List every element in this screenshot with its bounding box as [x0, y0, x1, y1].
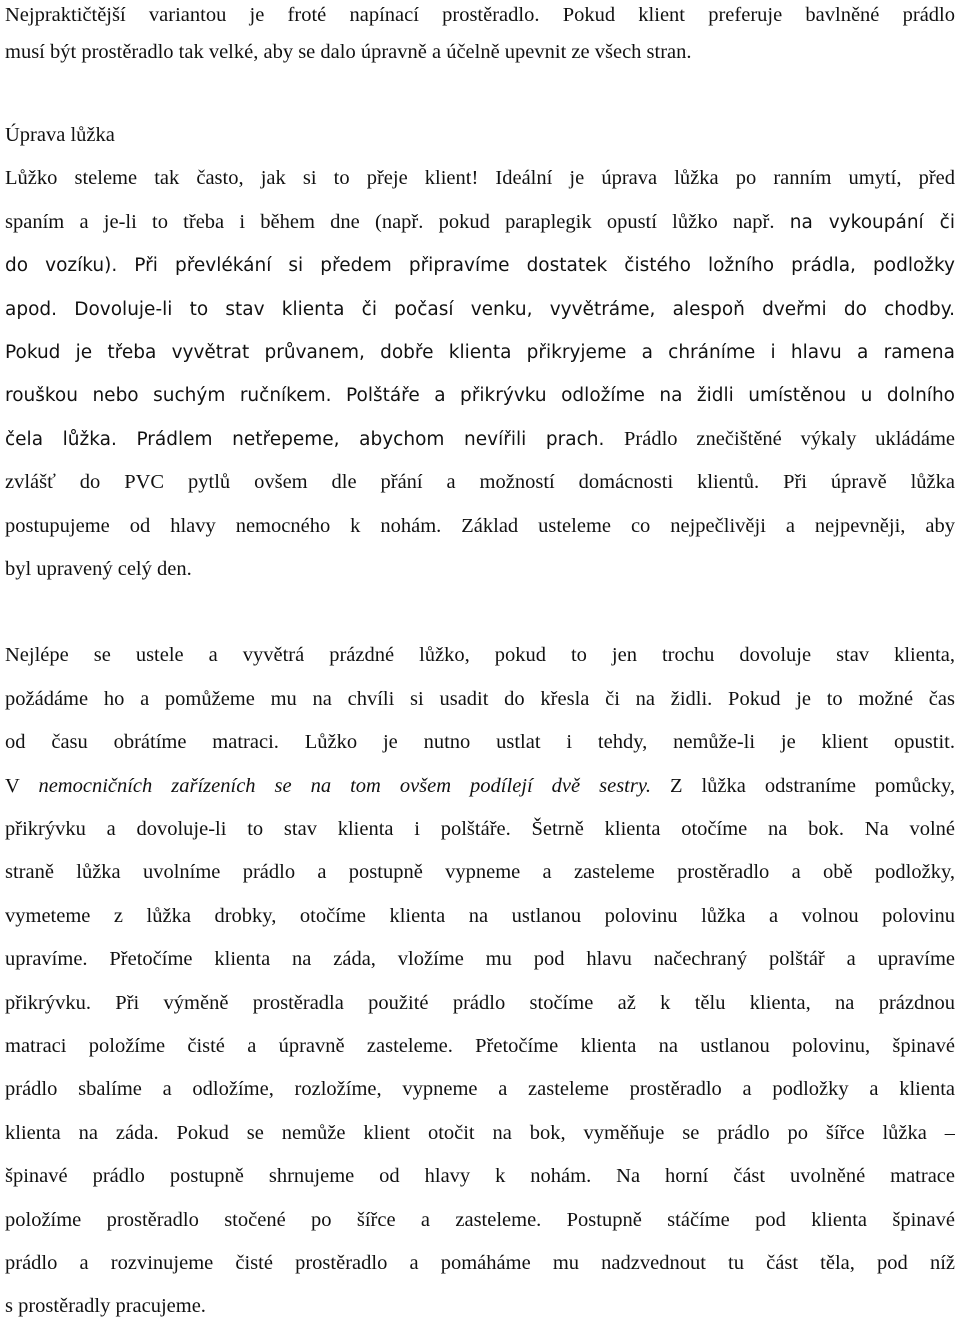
- paragraph-1-line: [5, 37, 955, 67]
- text-segment: Lůžko steleme tak často, jak si to přeje klient! Ideální je úprava lůžka po ranním umytí, před: [5, 167, 955, 189]
- section-heading: [5, 120, 955, 150]
- paragraph-3-line: [5, 1205, 955, 1235]
- paragraph-3-line: [5, 1118, 955, 1148]
- paragraph-2-line: [5, 337, 955, 367]
- text-segment: položíme prostěradlo stočené po šířce a zasteleme. Postupně stáčíme pod klienta špinavé: [5, 1209, 955, 1231]
- paragraph-2-line: [5, 250, 955, 280]
- text-segment: Úprava lůžka: [5, 124, 115, 146]
- paragraph-3-line: [5, 684, 955, 714]
- paragraph-3-line: [5, 857, 955, 887]
- text-segment: V: [5, 775, 39, 797]
- text-segment: spaním a je-li to třeba i během dne (např. pokud paraplegik opustí lůžko např.: [5, 211, 790, 233]
- text-segment: straně lůžka uvolníme prádlo a postupně vypneme a zasteleme prostěradlo a obě podložky,: [5, 861, 955, 883]
- paragraph-3-line: [5, 988, 955, 1018]
- text-segment: do vozíku). Při převlékání si předem připravíme dostatek čistého ložního prádla, podložky: [5, 255, 955, 276]
- text-segment: klienta na záda. Pokud se nemůže klient otočit na bok, vyměňuje se prádlo po šířce lůžka –: [5, 1122, 955, 1144]
- text-segment: přikrývku. Při výměně prostěradla použité prádlo stočíme až k tělu klienta, na prázdnou: [5, 992, 955, 1014]
- text-segment: požádáme ho a pomůžeme mu na chvíli si usadit do křesla či na židli. Pokud je to možné čas: [5, 688, 955, 710]
- paragraph-3-line: [5, 1074, 955, 1104]
- text-segment: byl upravený celý den.: [5, 558, 192, 580]
- text-segment: od času obrátíme matraci. Lůžko je nutno ustlat i tehdy, nemůže-li je klient opustit.: [5, 731, 955, 753]
- text-segment: na vykoupání či: [789, 212, 955, 233]
- paragraph-2-line: [5, 294, 955, 324]
- paragraph-2-line: [5, 207, 955, 237]
- text-segment: přikrývku a dovoluje-li to stav klienta i polštáře. Šetrně klienta otočíme na bok. Na volné: [5, 818, 955, 840]
- text-segment: postupujeme od hlavy nemocného k nohám. Základ usteleme co nejpečlivěji a nejpevněji, aby: [5, 515, 955, 537]
- text-segment: musí být prostěradlo tak velké, aby se dalo úpravně a účelně upevnit ze všech stran.: [5, 41, 692, 63]
- text-segment: Prádlo znečištěné výkaly ukládáme: [624, 428, 955, 450]
- paragraph-3-line: [5, 944, 955, 974]
- paragraph-3-line: [5, 814, 955, 844]
- text-segment: Z lůžka odstraníme pomůcky,: [650, 775, 955, 797]
- text-segment: prádlo sbalíme a odložíme, rozložíme, vypneme a zasteleme prostěradlo a podložky a klienta: [5, 1078, 955, 1100]
- paragraph-3-line: [5, 771, 955, 801]
- text-segment: vymeteme z lůžka drobky, otočíme klienta na ustlanou polovinu lůžka a volnou polovinu: [5, 905, 955, 927]
- text-segment: špinavé prádlo postupně shrnujeme od hlavy k nohám. Na horní část uvolněné matrace: [5, 1165, 955, 1187]
- text-segment: čela lůžka. Prádlem netřepeme, abychom nevířili prach.: [5, 429, 624, 450]
- paragraph-3-line: [5, 901, 955, 931]
- text-segment: Nejlépe se ustele a vyvětrá prázdné lůžko, pokud to jen trochu dovoluje stav klienta,: [5, 644, 955, 666]
- italic-text: nemocničních zařízeních se na tom ovšem podílejí dvě sestry.: [38, 775, 651, 797]
- paragraph-2-line: [5, 380, 955, 410]
- paragraph-2-line: [5, 554, 955, 584]
- paragraph-3-line: [5, 1031, 955, 1061]
- paragraph-3-line: [5, 1248, 955, 1278]
- text-segment: matraci položíme čisté a úpravně zasteleme. Přetočíme klienta na ustlanou polovinu, špinavé: [5, 1035, 955, 1057]
- paragraph-2-line: [5, 424, 955, 454]
- text-segment: zvlášť do PVC pytlů ovšem dle přání a možností domácnosti klientů. Při úpravě lůžka: [5, 471, 955, 493]
- text-segment: Nejpraktičtější variantou je froté napínací prostěradlo. Pokud klient preferuje bavlněné prádlo: [5, 4, 955, 26]
- paragraph-1-line: [5, 0, 955, 30]
- text-segment: Pokud je třeba vyvětrat průvanem, dobře klienta přikryjeme a chráníme i hlavu a ramena: [5, 342, 955, 363]
- paragraph-2-line: [5, 511, 955, 541]
- paragraph-3-line: [5, 1161, 955, 1191]
- paragraph-2-line: [5, 467, 955, 497]
- text-segment: prádlo a rozvinujeme čisté prostěradlo a pomáháme mu nadzvednout tu část těla, pod níž: [5, 1252, 955, 1274]
- paragraph-3-line: [5, 727, 955, 757]
- paragraph-3-line: [5, 640, 955, 670]
- paragraph-3-line: [5, 1291, 955, 1321]
- paragraph-2-line: [5, 163, 955, 193]
- text-segment: upravíme. Přetočíme klienta na záda, vložíme mu pod hlavu načechraný polštář a upravíme: [5, 948, 955, 970]
- text-segment: rouškou nebo suchým ručníkem. Polštáře a přikrývku odložíme na židli umístěnou u dolního: [5, 385, 955, 406]
- text-segment: s prostěradly pracujeme.: [5, 1295, 206, 1317]
- text-segment: apod. Dovoluje-li to stav klienta či počasí venku, vyvětráme, alespoň dveřmi do chodby.: [5, 299, 955, 320]
